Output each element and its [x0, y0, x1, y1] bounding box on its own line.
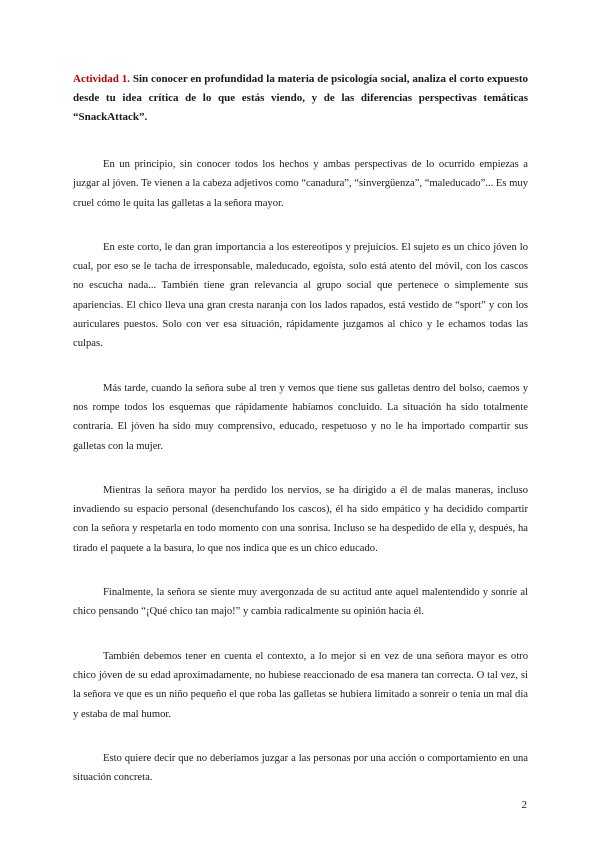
page-number: 2	[521, 799, 527, 811]
activity-label: Actividad 1.	[73, 73, 130, 85]
activity-heading	[73, 70, 528, 127]
paragraph-6: También debemos tener en cuenta el contexto, a lo mejor si en vez de una señora mayor es otro chico jóven de su edad aproximadamente, no hubiese reaccionado de esa manera tan correcta. O tal vez, si la señora ve que es un niño pequeño el que roba las galletas se hubiera limitado a sonreír o tenía un mal día y estaba de mal humor.	[73, 650, 528, 720]
paragraph-2: En este corto, le dan gran importancia a los estereotipos y prejuicios. El sujeto es un chico jóven lo cual, por eso se le tacha de irresponsable, maleducado, egoísta, solo está atento del móvil, con los cascos no escucha nada... También tiene gran relevancia al grupo social que pertenece o simplemente sus apariencias. El chico lleva una gran cresta naranja con los lados rapados, está vestido de “sport” y con los auriculares puestos. Solo con ver esa situación, rápidamente juzgamos al chico y le echamos todas las culpas.	[73, 241, 528, 350]
paragraph-7: Esto quiere decir que no deberíamos juzgar a las personas por una acción o comportamiento en una situación concreta.	[73, 752, 528, 784]
paragraph-1: En un principio, sin conocer todos los hechos y ambas perspectivas de lo ocurrido empiezas a juzgar al jóven. Te vienen a la cabeza adjetivos como “canadura”, “sinvergüenza”, “maleducado”... Es muy cruel cómo le quita las galletas a la señora mayor.	[73, 159, 528, 209]
paragraph-5: Finalmente, la señora se siente muy avergonzada de su actitud ante aquel malentendido y sonríe al chico pensando “¡Qué chico tan majo!” y cambia radicalmente su opinión hacia él.	[73, 587, 528, 618]
activity-question: Sin conocer en profundidad la materia de psicología social, analiza el corto expuesto desde tu idea crítica de lo que estás viendo, y de las diferencias perspectivas temáticas “SnackAttack”.	[73, 73, 528, 123]
paragraph-3: Más tarde, cuando la señora sube al tren y vemos que tiene sus galletas dentro del bolso, caemos y nos rompe todos los esquemas que rápidamente habíamos concluido. La situación ha sido totalmente contraria. El jóven ha sido muy comprensivo, educado, respetuoso y no le ha importado compartir sus galletas con la mujer.	[73, 382, 528, 452]
paragraph-4: Mientras la señora mayor ha perdido los nervios, se ha dirigido a él de malas maneras, incluso invadiendo su espacio personal (desenchufando los cascos), él ha sido empático y ha decidido compartir con la señora y respetarla en todo momento con una sonrisa. Incluso se ha despedido de ella y, después, ha tirado el paquete a la basura, lo que nos indica que es un chico educado.	[73, 484, 528, 554]
page-content	[73, 70, 528, 812]
